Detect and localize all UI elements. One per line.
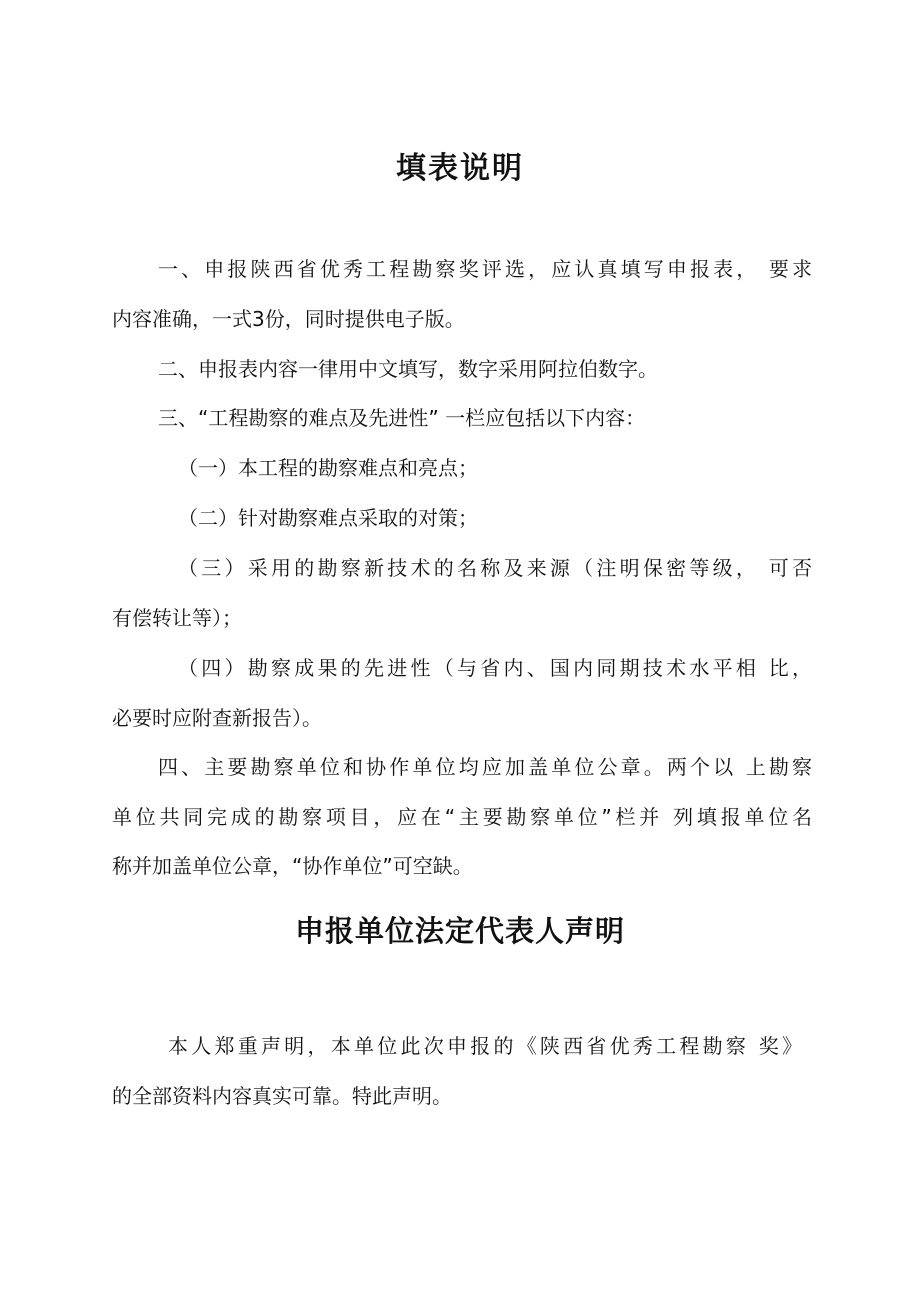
- instruction-line-13: 称并加盖单位公章，“协作单位”可空缺。: [112, 854, 473, 878]
- instruction-line-10: 必要时应附查新报告）。: [112, 706, 322, 730]
- instruction-line-8: 有偿转让等）；: [112, 606, 242, 630]
- instruction-line-6: （二）针对勘察难点采取的对策；: [178, 506, 478, 530]
- instruction-line-3: 二、申报表内容一律用中文填写，数字采用阿拉伯数字。: [158, 357, 658, 381]
- declaration-line-1: 本人郑重声明，本单位此次申报的《陕西省优秀工程勘察 奖》: [168, 1034, 802, 1058]
- instruction-line-4: 三、“工程勘察的难点及先进性” 一栏应包括以下内容：: [158, 406, 646, 430]
- declaration-line-2: 的全部资料内容真实可靠。特此声明。: [112, 1084, 452, 1108]
- declaration-title: 申报单位法定代表人声明: [294, 914, 625, 948]
- instruction-line-11: 四、主要勘察单位和协作单位均应加盖单位公章。两个以 上勘察: [158, 755, 812, 779]
- instruction-line-5: （一）本工程的勘察难点和亮点；: [178, 456, 478, 480]
- instruction-line-7: （三）采用的勘察新技术的名称及来源（注明保密等级， 可否: [178, 556, 812, 580]
- instruction-line-2: 内容准确，一式3份，同时提供电子版。: [112, 307, 465, 331]
- instruction-line-1: 一、申报陕西省优秀工程勘察奖评选，应认真填写申报表， 要求: [158, 257, 812, 281]
- instructions-title: 填表说明: [396, 151, 524, 186]
- instruction-line-9: （四）勘察成果的先进性（与省内、国内同期技术水平相 比，: [178, 656, 812, 680]
- instruction-line-12: 单位共同完成的勘察项目，应在“主要勘察单位”栏并 列填报单位名: [112, 805, 812, 829]
